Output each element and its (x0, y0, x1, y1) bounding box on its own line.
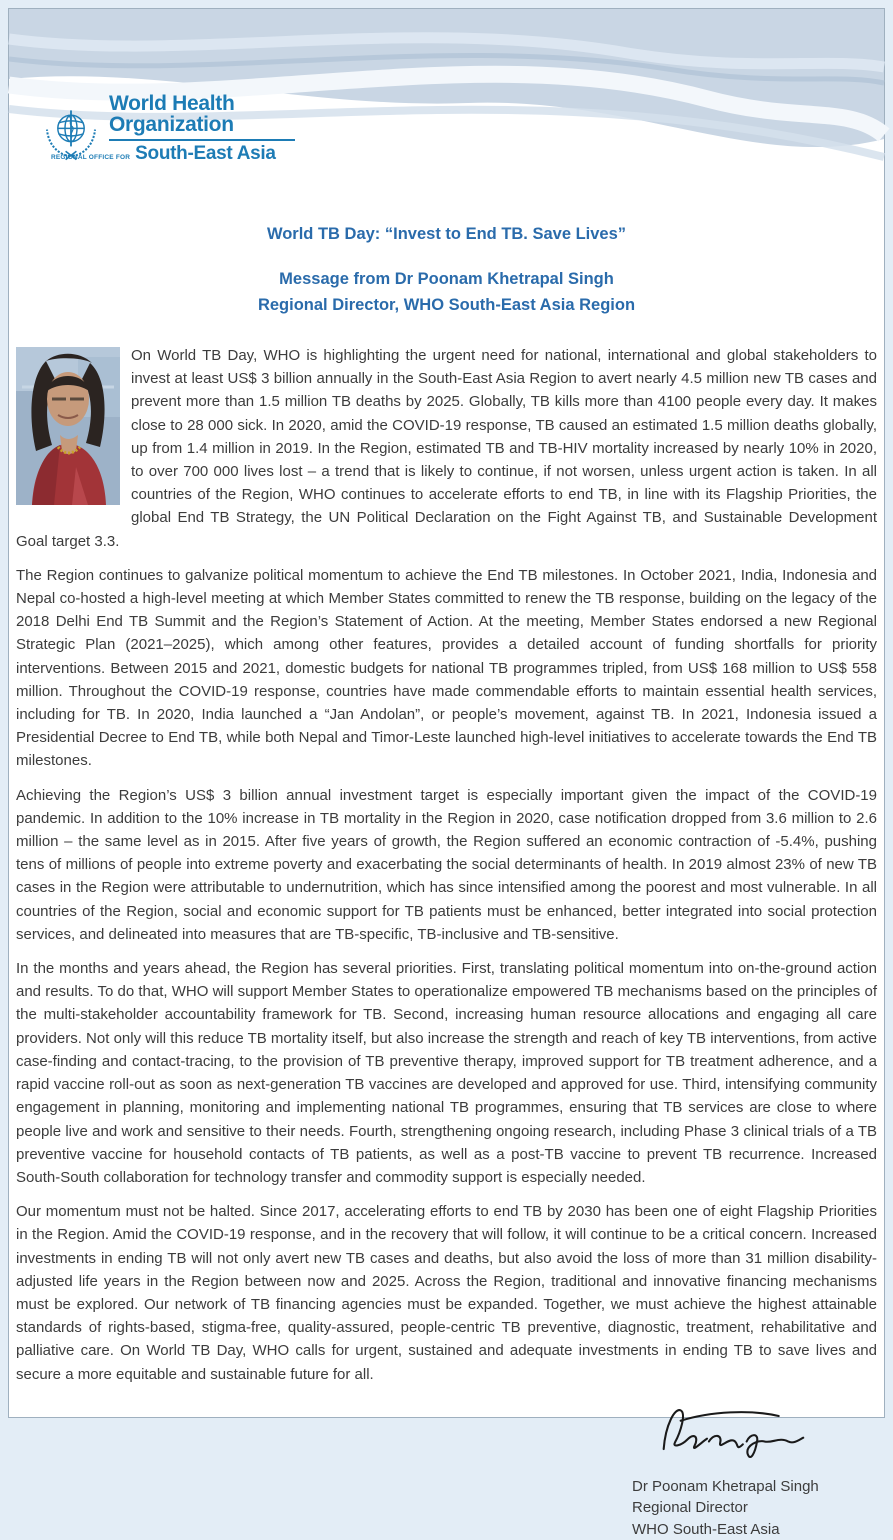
signature-name: Dr Poonam Khetrapal Singh (632, 1477, 819, 1495)
subtitle-line2: Regional Director, WHO South-East Asia Region (257, 296, 636, 314)
message-subtitle (9, 266, 884, 318)
logo-office-region: South-East Asia (135, 143, 276, 164)
message-body (9, 318, 884, 1386)
signature-handwriting (650, 1400, 815, 1466)
document-title: World TB Day: “Invest to End TB. Save Lives” (266, 225, 627, 243)
logo-name-line1: World Health (109, 92, 235, 115)
paragraph-4: In the months and years ahead, the Region has several priorities. First, translating political momentum into on-the-ground action and results. To do that, WHO will support Member States to operationalize empowered TB mechanisms based on the principles of the multi-stakeholder accountability framework for TB. Second, increasing human resource allocations and engaging all care providers. Not only will this reduce TB mortality itself, but also increase the strength and reach of key TB interventions, from active case-finding and contact-tracing, to the provision of TB preventive therapy, improved support for TB treatment adherence, and a rapid vaccine roll-out as soon as next-generation TB vaccines are developed and approved for use. Third, intensifying community engagement in planning, monitoring and implementing national TB programmes, ensuring that TB services are close to where people live and work and sensitive to their needs. Fourth, strengthening ongoing research, including Phase 3 clinical trials of a TB preventive vaccine for household contacts of TB patients, as well as a post-TB vaccine to prevent TB recurrence. Increased South-South collaboration for technology transfer and commodity support is especially needed. (16, 960, 877, 1186)
signature-role: Regional Director (632, 1499, 748, 1517)
who-logo (41, 93, 295, 171)
header-banner (9, 9, 884, 207)
signature-org: WHO South-East Asia (632, 1520, 780, 1538)
logo-office-prefix: REGIONAL OFFICE FOR (51, 154, 131, 161)
portrait-photo (16, 347, 120, 505)
paragraph-5: Our momentum must not be halted. Since 2017, accelerating efforts to end TB by 2030 has been one of eight Flagship Priorities in the Region. Amid the COVID-19 response, and in the recovery that will follow, it will continue to be a critical concern. Increased investments in ending TB will not only avert new TB cases and deaths, but also avoid the loss of more than 31 million disability-adjusted life years in the Region between now and 2025. Across the Region, traditional and innovative financing mechanisms must be explored. Our network of TB financing agencies must be expanded. Together, we must achieve the highest attainable standards of rights-based, stigma-free, quality-assured, people-centric TB preventive, diagnostic, treatment, rehabilitative and palliative care. On World TB Day, WHO calls for urgent, sustained and adequate investments in ending TB to save lives and secure a more equitable and sustainable future for all. (16, 1203, 877, 1383)
paragraph-1: On World TB Day, WHO is highlighting the urgent need for national, international and global stakeholders to invest at least US$ 3 billion annually in the South-East Asia Region to avert nearly 4.5 million new TB cases and prevent more than 1.5 million TB deaths by 2025. Globally, TB kills more than 4100 people every day. It makes close to 28 000 sick. In 2020, amid the COVID-19 response, TB caused an estimated 1.5 million deaths globally, up from 1.4 million in 2019. In the Region, estimated TB and TB-HIV mortality increased by nearly 10% in 2020, to over 700 000 lives lost – a trend that is likely to continue, if not worsen, unless urgent action is taken. In all countries of the Region, WHO continues to accelerate efforts to end TB, in line with its Flagship Priorities, the global End TB Strategy, the UN Political Declaration on the Fight Against TB, and Sustainable Development Goal target 3.3. (16, 347, 877, 550)
logo-name-line2: Organization (109, 113, 234, 136)
paragraph-3: Achieving the Region’s US$ 3 billion annual investment target is especially important given the impact of the COVID-19 pandemic. In addition to the 10% increase in TB mortality in the Region in 2020, case notification dropped from 3.6 million to 2.6 million – the same level as in 2015. After five years of growth, the Region suffered an economic contraction of -5.4%, pushing tens of millions of people into extreme poverty and exacerbating the social determinants of health. In 2019 almost 23% of new TB cases in the Region were attributable to undernutrition, which has since intensified among the poorest and most vulnerable. In all countries of the Region, social and economic support for TB patients must be enhanced, better integrated into social protection services, and delineated into measures that are TB-specific, TB-inclusive and TB-sensitive. (16, 786, 877, 943)
subtitle-line1: Message from Dr Poonam Khetrapal Singh (279, 270, 614, 288)
document-page (8, 8, 885, 1538)
paragraph-2: The Region continues to galvanize political momentum to achieve the End TB milestones. In October 2021, India, Indonesia and Nepal co-hosted a high-level meeting at which Member States committed to renew the TB response, building on the legacy of the 2018 Delhi End TB Summit and the Region’s Statement of Action. At the meeting, Member States endorsed a new Regional Strategic Plan (2021–2025), which among other features, provides a detailed account of funding shortfalls for priority interventions. Between 2015 and 2021, domestic budgets for national TB programmes tripled, from US$ 168 million to US$ 558 million. Throughout the COVID-19 response, countries have made commendable efforts to maintain essential health services, including for TB. In 2020, India launched a “Jan Andolan”, or people’s movement, against TB. In 2021, Indonesia issued a Presidential Decree to End TB, while both Nepal and Timor-Leste launched high-level initiatives to accelerate towards the End TB milestones. (16, 566, 877, 770)
signature-block (9, 1400, 850, 1540)
logo-divider (109, 139, 295, 141)
portrait-image (16, 347, 120, 505)
